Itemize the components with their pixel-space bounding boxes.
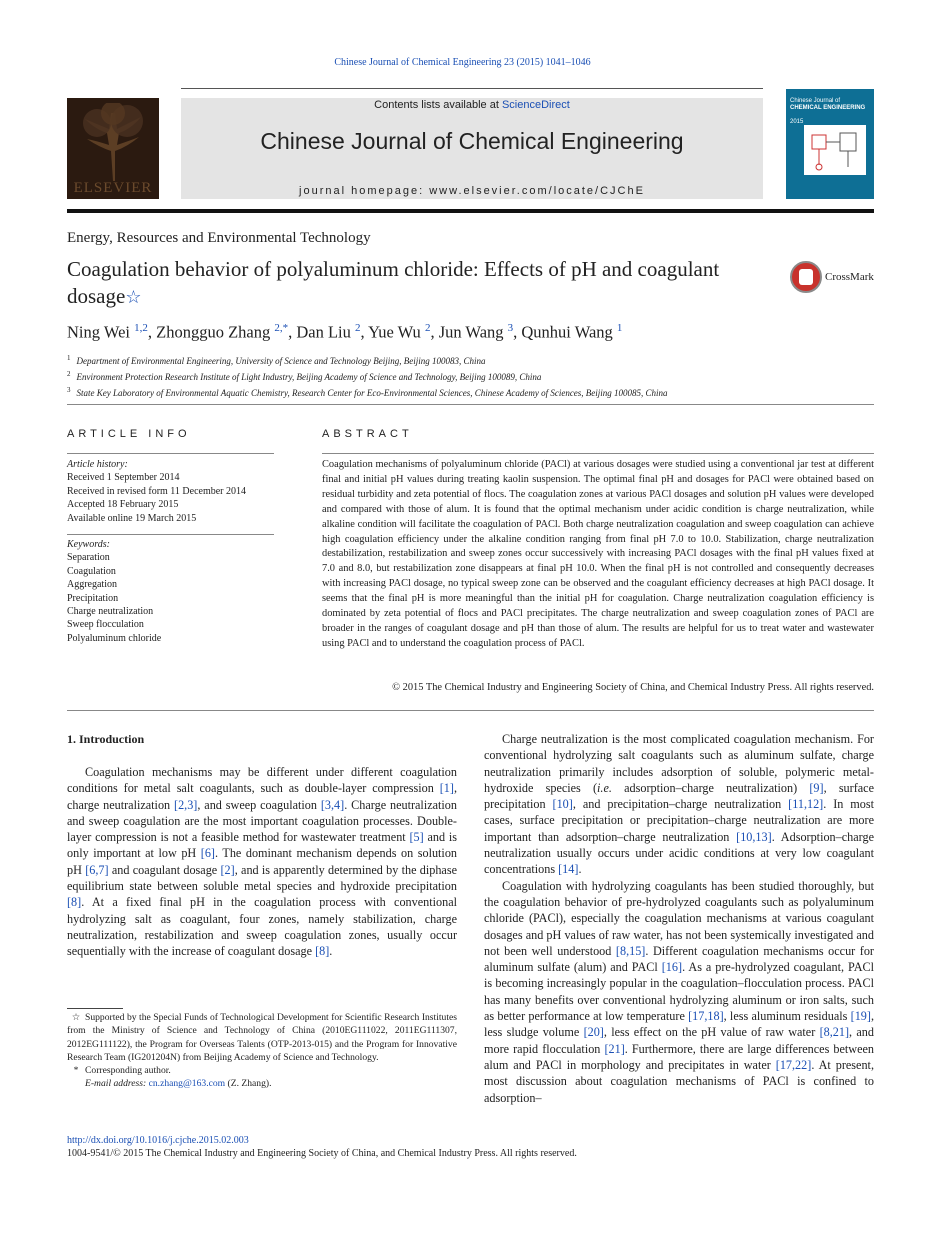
citation-link[interactable]: [10] — [552, 797, 573, 812]
contents-prefix: Contents lists available at — [374, 99, 502, 111]
text-run: , and precipitation–charge neutralization — [572, 797, 789, 812]
author-name[interactable]: Dan Liu — [296, 322, 356, 342]
citation-link[interactable]: [8,15] — [615, 943, 646, 958]
author-list — [67, 322, 874, 343]
author-name[interactable]: Yue Wu — [368, 322, 425, 342]
section-heading-introduction: 1. Introduction — [67, 732, 145, 746]
text-run: and is only important at low pH — [67, 830, 457, 861]
affiliation-list — [67, 352, 874, 400]
cover-title-line1: Chinese Journal of — [790, 98, 841, 104]
author-separator: , — [430, 322, 439, 342]
affiliation-text: State Key Laboratory of Environmental Aquatic Chemistry, Research Center for Eco-Environmental Sciences, Chinese Academy of Sciences, Beijing 100085, China — [76, 388, 668, 398]
author-affiliation-mark[interactable]: 2 — [424, 322, 431, 334]
text-run: , and more rapid flocculation — [484, 1025, 874, 1056]
author-affiliation-mark[interactable]: 2 — [355, 322, 361, 334]
text-run: . The dominant mechanism depends on solution pH — [67, 846, 458, 877]
divider — [67, 404, 874, 405]
citation-link[interactable]: [10,13] — [736, 829, 772, 844]
text-run: Coagulation mechanisms may be different under different coagulation conditions for metal salt coagulants, such as double-layer compression — [67, 765, 457, 796]
crossmark-icon — [790, 261, 822, 293]
journal-homepage-link[interactable]: journal homepage: www.elsevier.com/locate/CJChE — [299, 185, 645, 197]
abstract-heading: ABSTRACT — [322, 428, 413, 440]
footnote-rule — [67, 1008, 123, 1009]
italic-text: i.e. — [597, 780, 612, 795]
history-item: Available online 19 March 2015 — [67, 512, 197, 524]
elsevier-logo[interactable] — [67, 98, 159, 199]
keywords — [67, 538, 274, 645]
citation-link[interactable]: [6] — [200, 846, 215, 861]
funding-footnote — [67, 1011, 457, 1064]
citation-link[interactable]: [8] — [315, 944, 330, 959]
article-info-heading: ARTICLE INFO — [67, 428, 191, 440]
text-run: . — [329, 944, 333, 959]
title-footnote-star[interactable]: ☆ — [125, 287, 142, 307]
author-name[interactable]: Zhongguo Zhang — [156, 322, 275, 342]
author-name[interactable]: Ning Wei — [67, 322, 135, 342]
article-title-text: Coagulation behavior of polyaluminum chloride: Effects of pH and coagulant dosage — [67, 257, 720, 308]
author-name[interactable]: Jun Wang — [438, 322, 508, 342]
text-run: Coagulation with hydrolyzing coagulants has been studied thoroughly, but the coagulation behavior of pre-hydrolyzed coagulants such as polyaluminum chloride (PACl), especially the coagulation mechanisms at various coagulant dosages and pH values of raw water, has not been systemically investigated and not been well understood — [484, 878, 874, 958]
right-column-text — [484, 731, 874, 1106]
author-name[interactable]: Qunhui Wang — [521, 322, 617, 342]
text-run: , and is apparently determined by the diphase equilibrium state between soluble metal species and hydroxide precipitation — [67, 862, 457, 894]
citation-link[interactable]: [3,4] — [320, 797, 345, 812]
header-thick-rule — [67, 209, 874, 213]
author-separator: , — [147, 322, 157, 342]
citation-link[interactable]: [11,12] — [788, 797, 824, 812]
citation-link[interactable]: [17,18] — [688, 1009, 724, 1024]
divider — [67, 710, 874, 711]
citation-link[interactable]: [14] — [558, 862, 579, 877]
cover-title-line2: CHEMICAL ENGINEERING — [790, 105, 866, 111]
author-separator: , — [360, 322, 369, 342]
text-run: , charge neutralization — [67, 781, 457, 812]
header-rule — [181, 88, 763, 89]
keyword-item: Sweep flocculation — [67, 619, 144, 631]
journal-cover-image[interactable] — [786, 89, 874, 199]
text-run: , less effect on the pH value of raw water — [603, 1025, 820, 1040]
keyword-item: Coagulation — [67, 565, 116, 577]
citation-link[interactable]: [20] — [583, 1025, 604, 1040]
text-run: , and sweep coagulation — [197, 797, 321, 812]
divider — [67, 534, 274, 535]
citation-link[interactable]: [5] — [409, 830, 424, 845]
affiliation-number: 1 — [67, 354, 71, 362]
abstract-text: Coagulation mechanisms of polyaluminum chloride (PACl) at various dosages were studied using a conventional jar test at different final and initial pH values during treating kaolin suspension. The optimal final pH and dosages for PACl were obtained based on residual turbidity and zeta potential of flocs. The coagulation zones at various PACl dosages and solution pH values were developed and compared with those of alum. It is found that the optimal mechanism under acidic condition is charge neutralization, while alkaline condition will facilitate the coagulation of PACl. Both charge neutralization coagulation and sweep coagulation can achieve high coagulation efficiency under the alkaline condition ranging from final pH 7.0 to 10.0. Stabilization, charge neutralization destabilization, restabilization and sweep zones occur successively with increasing PACl dosages with the final pH values fixed at 7.0 and 8.0, but restabilization zone disappears at final pH 10.0. When the final pH is not controlled and consequently decreases with increasing PACl dosage, no typical sweep zone can be observed and the coagulant efficiency decreases at high PACl dosage. It seems that the final pH is more meaningful than the initial pH for coagulation. Charge neutralization coagulation efficiency is dominated by zeta potential of flocs and PACl precipitates. The charge neutralization and sweep coagulation zones of PACl are broader in the ranges of coagulant dosage and pH than those of alum. The results are helpful for us to treat water and wastewater using PACl and to understand the coagulation process of PACl. — [322, 459, 874, 649]
text-run: . Charge neutralization and sweep coagulation are the most important coagulation processes. Double-layer compression is not a feasible method for wastewater treatment — [67, 797, 457, 845]
citation-link[interactable]: [17,22] — [775, 1057, 812, 1072]
affiliation — [67, 368, 874, 384]
elsevier-wordmark: ELSEVIER — [73, 180, 153, 196]
text-run: Charge neutralization is the most complicated coagulation mechanism. For conventional hydrolyzing salt coagulants such as aluminum sulfate, charge neutralization primarily includes adsorption of soluble, polymeric metal-hydroxide species ( — [484, 732, 874, 795]
affiliation-text: Environment Protection Research Institute of Light Industry, Beijing Academy of Science and Technology, Beijing 100089, China — [76, 372, 542, 382]
funding-text: Supported by the Special Funds of Technological Development for Scientific Research Institutes from the Ministry of Science and Technology of China (2010EG111022, 2011EG111307, 2012EG111122), the Program for Overseas Talents (OTP-2013-015) and the Program for Innovative Research Team (IG201204N) from Beijing Academy of Science and Technology. — [67, 1012, 457, 1063]
funding-mark: ☆ — [71, 1012, 81, 1023]
text-run: . At a fixed final pH in the coagulation process with conventional hydrolyzing salt as coagulant, four zones, namely stabilization, charge neutralization, restabilization and sweep coagulation zones, usually occur sequentially with the increase of coagulant dosage — [67, 895, 457, 959]
article-section: Energy, Resources and Environmental Technology — [67, 230, 371, 246]
affiliation — [67, 352, 874, 368]
text-run: , surface precipitation — [484, 780, 874, 812]
affiliation-number: 3 — [67, 386, 71, 394]
history-item: Received 1 September 2014 — [67, 472, 180, 484]
keyword-item: Separation — [67, 552, 110, 564]
paragraph — [67, 764, 457, 960]
keyword-item: Charge neutralization — [67, 606, 154, 618]
text-run: . As a pre-hydrolyzed coagulant, PACl is becoming increasingly popular in the coagulation–flocculation process. PACl has many benefits over conventional hydrolyzing aluminum or iron salts, such as better performance at low temperature — [484, 960, 875, 1024]
citation-link[interactable]: [8,21] — [819, 1025, 850, 1040]
cover-year: 2015 — [790, 119, 804, 125]
text-run: and coagulant dosage — [108, 862, 221, 877]
keyword-item: Precipitation — [67, 592, 119, 604]
text-run: , less aluminum residuals — [723, 1009, 851, 1024]
keywords-label: Keywords: — [67, 539, 110, 550]
citation-link[interactable]: [16] — [661, 960, 683, 975]
affiliation-text: Department of Environmental Engineering, University of Science and Technology Beijing, Beijing 100083, China — [76, 356, 486, 366]
paragraph — [484, 731, 874, 878]
citation-link[interactable]: [2] — [220, 862, 235, 877]
sciencedirect-link[interactable]: ScienceDirect — [501, 99, 570, 111]
keyword-item: Polyaluminum chloride — [67, 632, 162, 644]
text-run: . At present, most discussion about coagulation mechanisms of PACl is confined to adsorption– — [484, 1057, 874, 1105]
abstract-copyright: © 2015 The Chemical Industry and Engineering Society of China, and Chemical Industry Press. All rights reserved. — [392, 682, 874, 693]
text-run: . In most cases, surface precipitation or precipitation–charge neutralization are more important than adsorption–charge neutralization — [484, 797, 875, 844]
author-affiliation-mark[interactable]: 3 — [507, 322, 514, 334]
corresponding-mark: * — [73, 1065, 79, 1077]
author-separator: , — [288, 322, 297, 342]
article-title — [67, 256, 747, 311]
citation-link[interactable]: [6,7] — [85, 862, 109, 877]
journal-name: Chinese Journal of Chemical Engineering — [260, 128, 684, 154]
keyword-item: Aggregation — [67, 579, 117, 591]
history-item: Accepted 18 February 2015 — [67, 499, 179, 511]
affiliation — [67, 384, 874, 400]
contents-availability — [181, 99, 763, 111]
email-suffix: (Z. Zhang). — [225, 1078, 272, 1090]
citation-link[interactable]: [21] — [604, 1041, 625, 1056]
citation-link[interactable]: [19] — [850, 1009, 871, 1024]
corresponding-footnote — [67, 1064, 457, 1077]
email-label: E-mail address: — [85, 1078, 149, 1090]
author-affiliation-mark[interactable]: 2,* — [274, 322, 289, 334]
author-affiliation-mark[interactable]: 1 — [616, 322, 623, 334]
divider — [67, 453, 274, 454]
citation-link[interactable]: [9] — [809, 780, 824, 795]
history-item: Received in revised form 11 December 2014 — [67, 485, 247, 497]
crossmark-label: CrossMark — [825, 271, 874, 283]
journal-citation-link[interactable]: Chinese Journal of Chemical Engineering 23 (2015) 1041–1046 — [334, 57, 591, 68]
paragraph — [484, 878, 874, 1106]
cover-schematic-icon — [804, 125, 866, 175]
text-run: , less sludge volume — [484, 1009, 874, 1040]
history-label: Article history: — [67, 459, 128, 470]
affiliation-number: 2 — [67, 370, 71, 378]
footnotes — [67, 1011, 457, 1091]
crossmark-badge[interactable] — [790, 261, 880, 295]
corresponding-text: Corresponding author. — [85, 1065, 171, 1077]
text-run: adsorption–charge neutralization) — [611, 780, 810, 795]
elsevier-tree-icon — [77, 103, 149, 181]
article-history — [67, 458, 274, 525]
left-column-text — [67, 764, 457, 960]
issn-copyright: 1004-9541/© 2015 The Chemical Industry and Engineering Society of China, and Chemical Industry Press. All rights reserved. — [67, 1148, 577, 1159]
text-run: . Different coagulation mechanisms occur for aluminum sulfate (alum) and PACl — [484, 943, 874, 975]
divider — [322, 453, 874, 454]
doi-link[interactable]: http://dx.doi.org/10.1016/j.cjche.2015.02.003 — [67, 1135, 249, 1146]
email-link[interactable]: cn.zhang@163.com — [148, 1078, 226, 1090]
email-footnote — [67, 1077, 457, 1090]
citation-link[interactable]: [2,3] — [174, 797, 198, 812]
text-run: . Furthermore, there are large differences between alum and PACl in morphology and precipitates in water — [484, 1041, 874, 1072]
author-affiliation-mark[interactable]: 1,2 — [134, 322, 148, 334]
citation-link[interactable]: [8] — [67, 895, 82, 910]
citation-link[interactable]: [1] — [439, 781, 454, 796]
text-run: . Adsorption–charge neutralization usually occurs under acidic conditions at very low coagulant concentrations — [484, 829, 874, 877]
author-separator: , — [513, 322, 522, 342]
text-run: . — [578, 862, 582, 877]
cover-diagram — [804, 125, 866, 175]
